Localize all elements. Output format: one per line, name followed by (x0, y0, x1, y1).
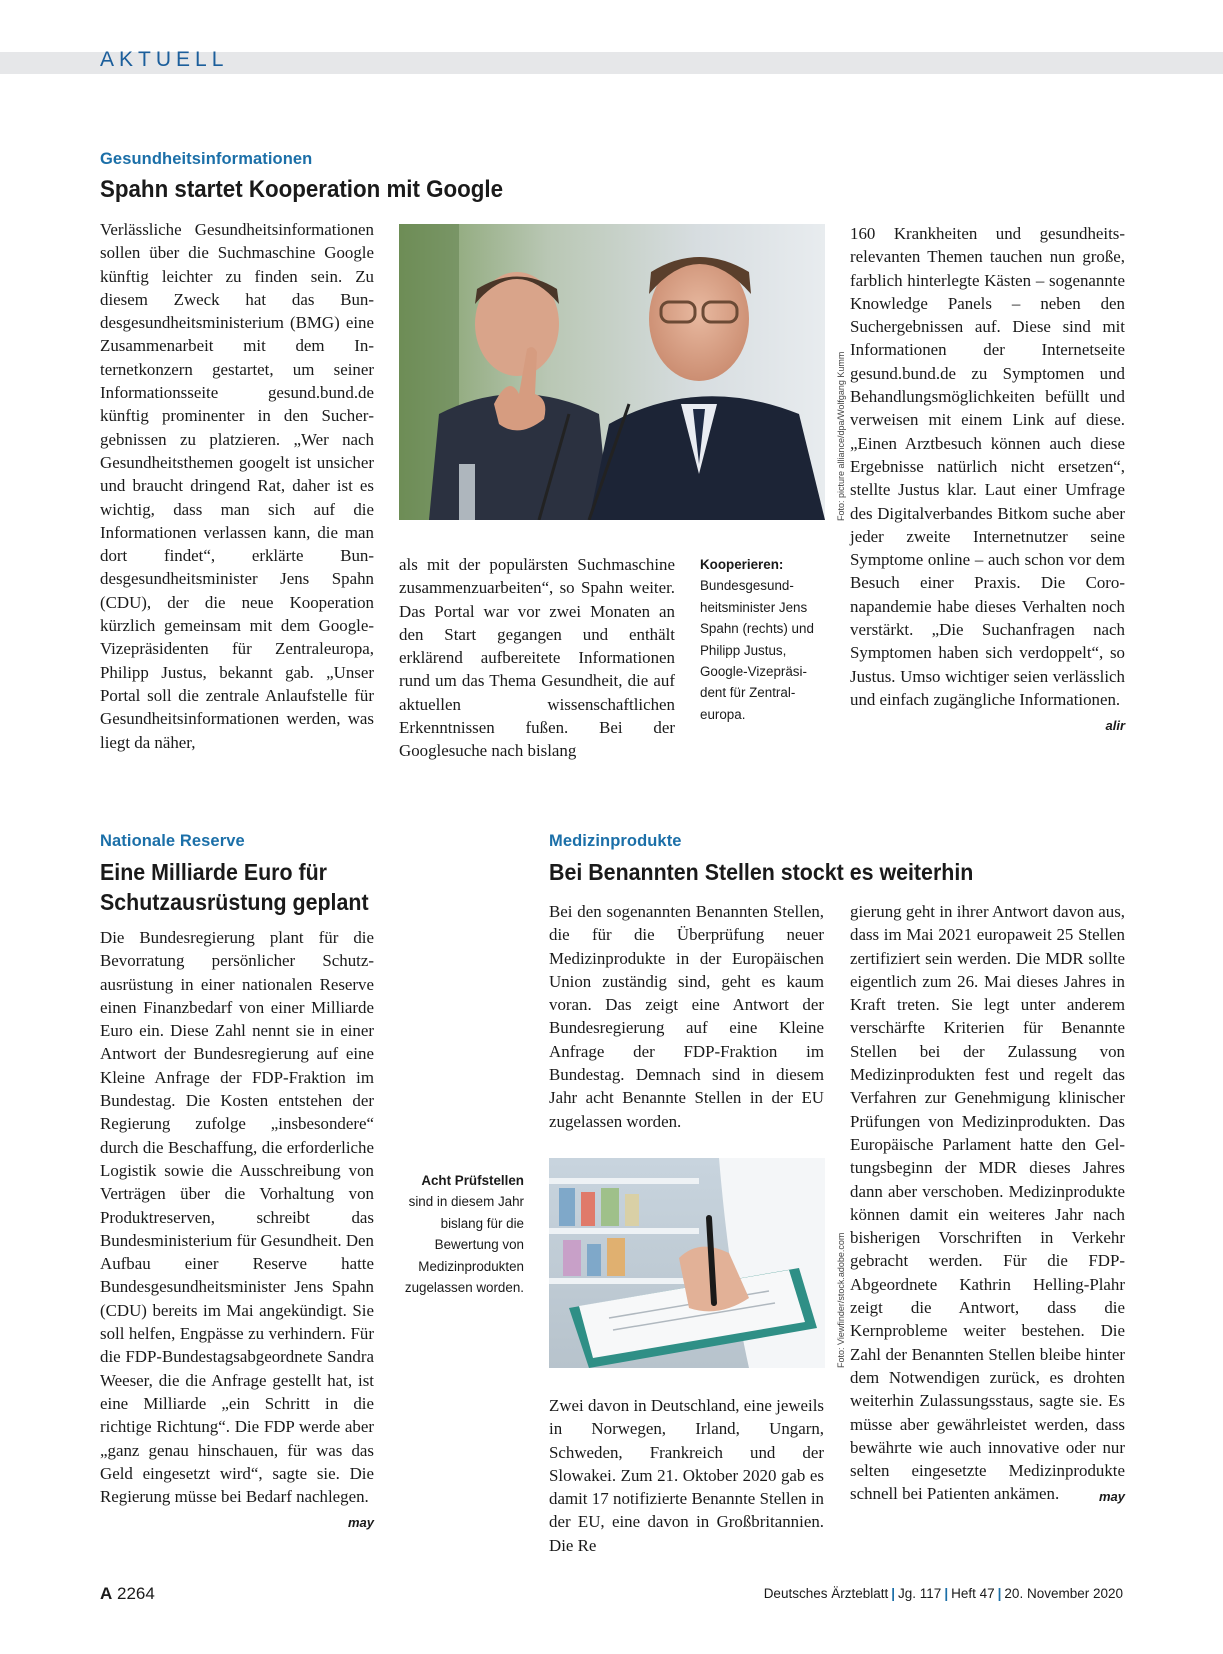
article1-headline: Spahn startet Kooperation mit Google (100, 176, 504, 203)
journal-info (764, 1586, 1123, 1601)
section-label: AKTUELL (100, 48, 229, 71)
article3-photo-credit: Foto: Viewfinder/stock.adobe.com (836, 1232, 846, 1368)
page-prefix: A (100, 1584, 113, 1603)
article3-column-2-text: gierung geht in ihrer Antwort davon aus, dass im Mai 2021 europaweit 25 Stellen zertifiziert sein werden. Die MDR sollte eigentlich zum 26. Mai dieses Jahres in Kraft treten. Sie legt unter anderem verschärfte Kriterien für Benannte Stellen bei der Zulassung von Medizinprodukten fest und regelt das Verfahren zur Genehmigung klinischer Prüfungen von Medizinprodukten. Das Europäische Parlament hatte den Geltungsbeginn der MDR dieses Jahres dann aber verschoben. Medizinprodukte können damit ein weiteres Jahr nach bisherigen Vorschriften in Verkehr gebracht werden. Für die FDP-Abgeordnete Kathrin Helling-Plahr zeigt die Antwort, dass die Kernprobleme weiter bestehen. Die Zahl der Benannten Stellen bleibe hinter dem Notwendigen zurück, es drohten weiterhin Zulassungsstaus, sagte sie. Es müsse aber gewährleistet werden, dass bewährte wie auch innovative oder nur selten eingesetzte Medizinprodukte schnell bei Patienten ankämen. (850, 902, 1125, 1504)
article2-body (100, 926, 374, 1535)
press-conference-photo-icon (399, 224, 825, 520)
article1-kicker: Gesundheitsinformationen (100, 150, 313, 168)
article1-column-1: Verlässliche Gesundheitsinformationen sollen über die Suchmaschine Google künftig leichter zu finden sein. Zu diesem Zweck hat das Bundesgesundheitsministerium (BMG) eine Zusammenarbeit mit dem Internetkonzern gestartet, um seiner Informationsseite gesund.bund.de künftig prominenter in den Suchergebnissen zu platzieren. „Wer nach Gesundheitsthemen googelt ist unsicher und braucht dringend Rat, daher ist es wichtig, dass man sich auf die Informationen verlassen kann, die man dort findet“, erklärte Bundesgesundheitsminister Jens Spahn (CDU), der die neue Kooperation kürzlich gemeinsam mit dem Google-Vizepräsidenten für Zentraleuropa, Philipp Justus, bekannt gab. „Unser Portal soll die zentrale Anlaufstelle für Gesundheitsinformationen werden, was liegt da näher, (100, 220, 374, 752)
article3-kicker: Medizinprodukte (549, 832, 682, 850)
clipboard-photo-icon (549, 1158, 825, 1368)
article2-headline-line-1: Eine Milliarde Euro für (100, 859, 328, 885)
article1-caption-text: Bundesgesundheitsminister Jens Spahn (rechts) und Philipp Justus, Google-Vizepräsident für Zentraleuropa. (700, 578, 814, 722)
separator: | (944, 1586, 949, 1601)
separator: | (891, 1586, 896, 1601)
journal-date: 20. November 2020 (1004, 1586, 1123, 1601)
article1-photo (399, 224, 825, 520)
article3-caption-text: sind in diesem Jahr bislang für die Bewertung von Medizinprodukten zugelassen worden. (404, 1194, 524, 1296)
article3-column-1-top: Bei den sogenannten Benannten Stellen, die für die Überprüfung neuer Medizinprodukte in der Europäischen Union zuständig sind, geht es kaum voran. Das zeigt eine Antwort der Bundesregierung auf eine Kleine Anfrage der FDP-Fraktion im Bundestag. Demnach sind in diesem Jahr acht Benannte Stellen in der EU zugelassen worden. (549, 902, 824, 1131)
article3-author: may (1098, 1489, 1125, 1505)
article1-photo-credit: Foto: picture alliance/dpa/Wolfgang Kumm (836, 351, 846, 521)
article3-column-1-bottom: Zwei davon in Deutschland, eine jeweils in Norwegen, Irland, Ungarn, Schweden, Frankreich und der Slowakei. Zum 21. Oktober 2020 gab es damit 17 notifizierte Benannte Stellen in der EU, eine davon in Großbritannien. Die Re (549, 1396, 824, 1555)
journal-issue: Heft 47 (951, 1586, 995, 1601)
article2-kicker: Nationale Reserve (100, 832, 245, 850)
article1-caption-title: Kooperieren: (700, 557, 784, 572)
journal-name: Deutsches Ärzteblatt (763, 1586, 889, 1601)
page-number (100, 1584, 155, 1604)
article2-author: may (347, 1515, 374, 1531)
article3-photo (549, 1158, 825, 1368)
article2-body-text: Die Bundesregierung plant für die Bevorratung persönlicher Schutzausrüstung in einer nationalen Reserve einen Finanzbedarf von einer Milliarde Euro ein. Diese Zahl nennt sie in einer Antwort der Bundesregierung auf eine Kleine Anfrage der FDP-Fraktion im Bundestag. Die Kosten entstehen der Regierung zufolge „insbesondere“ durch die Beschaffung, die erforderliche Logistik sowie die Ausschreibung von Verträgen über die Vorhaltung von Produktreserven, schreibt das Bundesministerium für Gesundheit. Den Aufbau einer Reserve hatte Bundesgesundheitsminister Jens Spahn (CDU) bereits im Mai angekündigt. Sie soll helfen, Engpässe zu verhindern. Für die FDP-Bundestagsabgeordnete Sandra Weeser, die die Anfrage gestellt hat, ist eine Milliarde „ein Schritt in die richtige Richtung“. Die FDP werde aber „ganz genau hinschauen, für was das Geld eingesetzt wird“, sagte sie. Die Regierung müsse bei Bedarf nachlegen. (100, 928, 374, 1507)
article2-headline-line-2: Schutzausrüstung geplant (100, 889, 369, 915)
article1-column-2: als mit der populärsten Suchmaschine zusammenzuarbeiten“, so Spahn weiter. Das Portal war vor zwei Monaten an den Start gegangen und enthält erklärend aufbereitete Informationen rund um das Thema Gesundheit, die auf aktuellen wissenschaftlichen Erkenntnissen fußen. Bei der Googlesuche nach bislang (399, 555, 675, 761)
page-number-value: 2264 (117, 1584, 155, 1603)
article3-caption (400, 1170, 524, 1298)
separator: | (997, 1586, 1002, 1601)
article1-caption (700, 554, 825, 725)
article1-column-3 (850, 222, 1125, 738)
article1-column-3-text: 160 Krankheiten und gesundheitsrelevanten Themen tauchen nun große, farblich hinterlegte Kästen – sogenannte Knowledge Panels – neben den Suchergebnissen auf. Diese sind mit Informationen der Internetseite gesund.bund.de zu Symptomen und Behandlungsmöglichkeiten befüllt und verweisen mit einem Link auf diese. „Einen Arztbesuch können auch diese Ergebnisse natürlich nicht ersetzen“, stellte Justus klar. Laut einer Umfrage des Digitalverbandes Bitkom suche aber jeder zweite Internetnutzer seine Symptome online – auch schon vor dem Besuch einer Praxis. Die Coronapandemie habe dieses Verhalten noch verstärkt. „Die Suchanfragen nach Symptomen haben sich verdoppelt“, so Justus. Umso wichtiger seien verlässlich und einfach zugängliche Informationen. (850, 224, 1125, 709)
article3-caption-title: Acht Prüfstellen (421, 1173, 524, 1188)
article3-column-2 (850, 900, 1125, 1509)
article3-headline: Bei Benannten Stellen stockt es weiterhin (549, 859, 974, 885)
journal-volume: Jg. 117 (898, 1586, 942, 1601)
article1-author: alir (1105, 718, 1125, 734)
